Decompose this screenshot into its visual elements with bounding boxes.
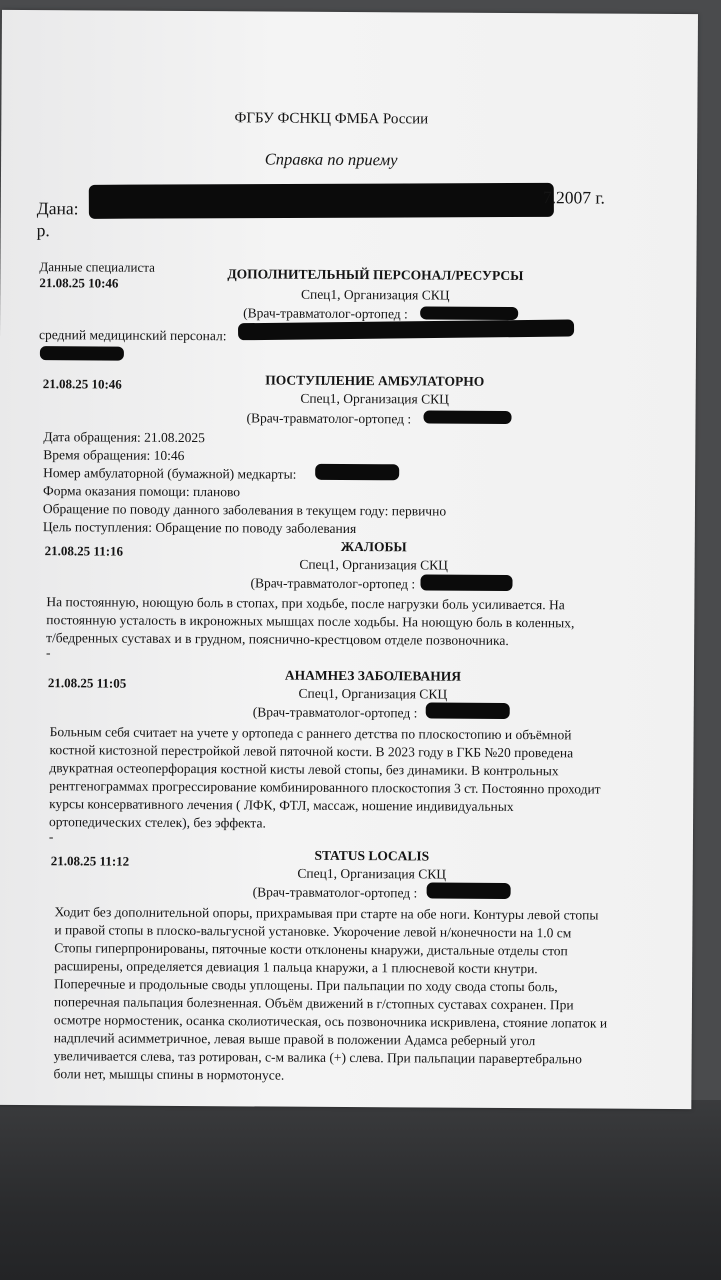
redaction-nurse (238, 319, 574, 340)
text-line: ортопедических стелек), без эффекта. (49, 814, 266, 831)
text-line: Номер амбулаторной (бумажной) медкарты: (43, 465, 297, 482)
redaction-doctor (426, 702, 510, 719)
section-heading: ПОСТУПЛЕНИЕ АМБУЛАТОРНО (265, 372, 485, 389)
section-time: 21.08.25 11:16 (44, 543, 124, 559)
text-line: курсы консервативного лечения ( ЛФК, ФТЛ, массаж, ношение индивидуальных (49, 796, 514, 815)
text-line: Дата обращения: 21.08.2025 (43, 429, 206, 446)
text-line: расширены, определяется девиация 1 пальца кнаружи, а 1 плюсневой кости кнутри. (54, 958, 538, 977)
document-title: Справка по приему (264, 149, 398, 170)
redaction-card-number (315, 464, 399, 481)
redaction-doctor (420, 574, 512, 591)
text-line: и правой стопы в плоско-вальгусной установке. Укорочение левой н/конечности на 1.0 см (54, 922, 572, 941)
text-line: Ходит без дополнительной опоры, прихрамывая при старте на обе ноги. Контуры левой стопы (54, 904, 599, 923)
redaction-name (89, 183, 554, 219)
dob-r: р. (36, 220, 50, 241)
text-line: - (46, 645, 51, 661)
section-org: Спец1, Организация СКЦ (297, 865, 447, 882)
redaction-doctor (427, 882, 511, 899)
section-org: Спец1, Организация СКЦ (299, 556, 448, 573)
section-doctor: (Врач-травматолог-ортопед : (252, 884, 418, 901)
section-doctor: (Врач-травматолог-ортопед : (246, 410, 412, 427)
section-heading: ЖАЛОБЫ (340, 538, 407, 555)
text-line: Больным себя считает на учете у ортопеда с раннего детства по плоскостопию и объёмной (49, 724, 572, 743)
redaction-doctor (423, 410, 511, 424)
text-line: Время обращения: 10:46 (43, 447, 185, 463)
text-line: На постоянную, ноющую боль в стопах, при ходьбе, после нагрузки боль усиливается. На (46, 594, 565, 613)
text-line: т/бедренных суставах и в грудном, пояснично-крестцовом отделе позвоночника. (46, 630, 509, 648)
section-doctor: (Врач-травматолог-ортопед : (250, 575, 416, 592)
text-line: Стопы гиперпронированы, пяточные кости отклонены кнаружи, дистальные отделы стоп (54, 940, 568, 959)
text-line: постоянную усталость в икроножных мышцах после ходьбы. На ноющую боль в коленных, (46, 612, 575, 631)
organization-title: ФГБУ ФСНКЦ ФМБА России (234, 110, 429, 128)
section-doctor: (Врач-травматолог-ортопед : (243, 305, 408, 322)
section-time: 21.08.25 10:46 (39, 275, 119, 291)
redaction-nurse-2 (40, 346, 124, 361)
text-line: Обращение по поводу данного заболевания в текущем году: первично (42, 501, 447, 519)
text-line: боли нет, мышцы спины в нормотонусе. (53, 1066, 285, 1083)
text-line: Форма оказания помощи: планово (43, 483, 241, 500)
section-heading: STATUS LOCALIS (314, 847, 430, 864)
text-line: костной кистозной перестройкой левой пяточной кости. В 2023 году в ГКБ №20 проведена (49, 742, 574, 761)
text-line: надплечий асимметричное, левая выше правой в положении Адамса реберный угол (53, 1030, 536, 1049)
text-line: Цель поступления: Обращение по поводу заболевания (42, 519, 357, 537)
section-time: 21.08.25 10:46 (42, 376, 122, 392)
text-line: Поперечные и продольные своды уплощены. При пальпации по ходу свода стопы боль, (54, 976, 558, 995)
section-time: 21.08.25 11:12 (50, 853, 130, 869)
dob-label: Дана: (36, 198, 79, 219)
section-extra: средний медицинский персонал: (38, 327, 227, 344)
section-time: 21.08.25 11:05 (47, 675, 127, 691)
dob-suffix: 7.2007 г. (542, 187, 606, 208)
text-line: двукратная остеоперфорация костной кисты левой стопы, без динамики. В контрольных (49, 760, 559, 779)
text-line: поперечная пальпация болезненная. Объём движений в г/стопных суставах сохранен. При (53, 994, 574, 1013)
desk-surface (0, 1100, 721, 1280)
section-org: Спец1, Организация СКЦ (300, 286, 450, 303)
text-line: рентгенограммах прогрессирование комбинированного плоскостопия 3 ст. Постоянно проходит (49, 778, 601, 797)
text-line: увеличивается слева, таз ротирован, с-м валика (+) слева. При пальпации паравертебрально (53, 1048, 582, 1067)
section-heading: ДОПОЛНИТЕЛЬНЫЙ ПЕРСОНАЛ/РЕСУРСЫ (227, 266, 524, 284)
specialist-label: Данные специалиста (39, 259, 155, 275)
section-org: Спец1, Организация СКЦ (298, 685, 448, 702)
section-heading: АНАМНЕЗ ЗАБОЛЕВАНИЯ (284, 667, 462, 684)
redaction-doctor (420, 306, 518, 320)
text-line: - (48, 829, 54, 845)
text-line: осмотре нормостеник, осанка сколиотическая, ось позвоночника искривлена, стояние лопаток и (53, 1012, 608, 1031)
section-org: Спец1, Организация СКЦ (300, 390, 449, 407)
document-sheet (0, 10, 698, 1109)
section-doctor: (Врач-травматолог-ортопед : (252, 704, 418, 721)
